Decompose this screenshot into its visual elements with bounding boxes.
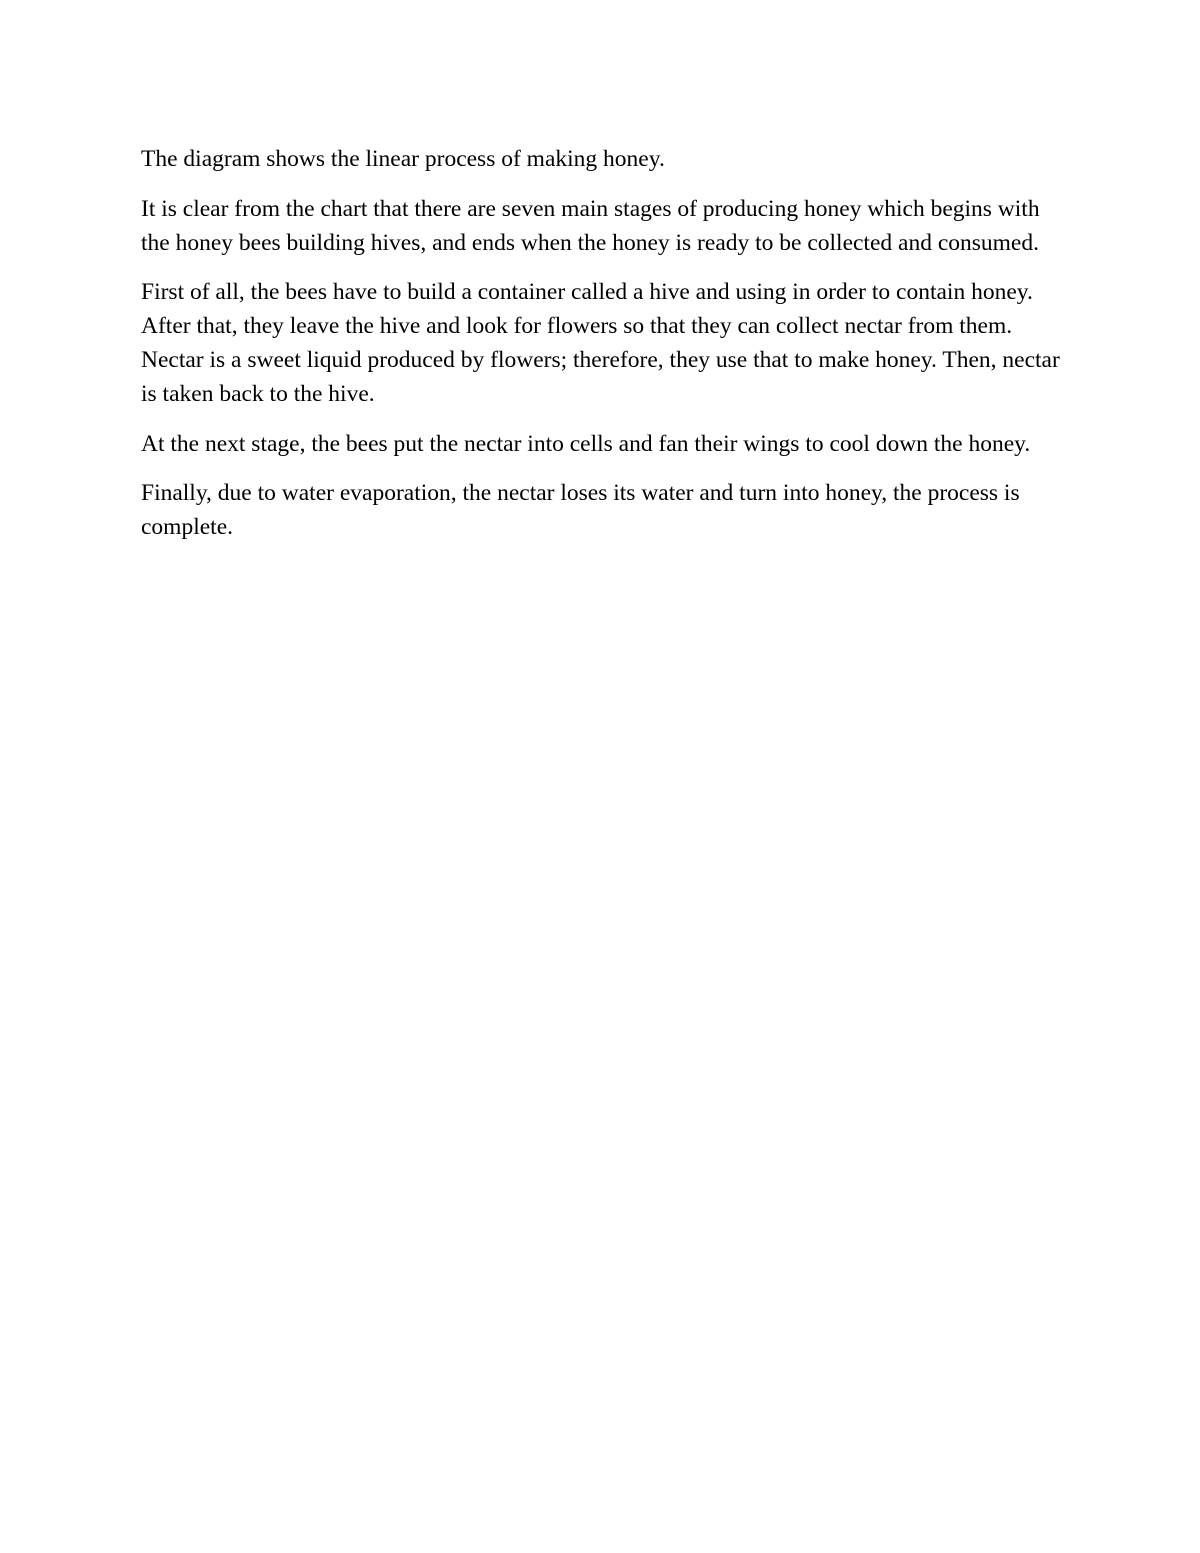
body-paragraph-first-stages: First of all, the bees have to build a container called a hive and using in order to contain honey. After that, they leave the hive and look for flowers so that they can collect nectar from them. Nectar is a sweet liquid produced by flowers; therefore, they use that to make honey. Then, nectar is taken back to the hive. xyxy=(141,279,1060,407)
conclusion-paragraph: Finally, due to water evaporation, the nectar loses its water and turn into honey, the process is complete. xyxy=(141,480,1020,540)
document-body xyxy=(141,142,1071,560)
intro-paragraph: The diagram shows the linear process of making honey. xyxy=(141,146,665,172)
overview-paragraph: It is clear from the chart that there are seven main stages of producing honey which begins with the honey bees building hives, and ends when the honey is ready to be collected and consumed. xyxy=(141,195,1040,256)
body-paragraph-next-stage: At the next stage, the bees put the nectar into cells and fan their wings to cool down the honey. xyxy=(141,430,1031,457)
